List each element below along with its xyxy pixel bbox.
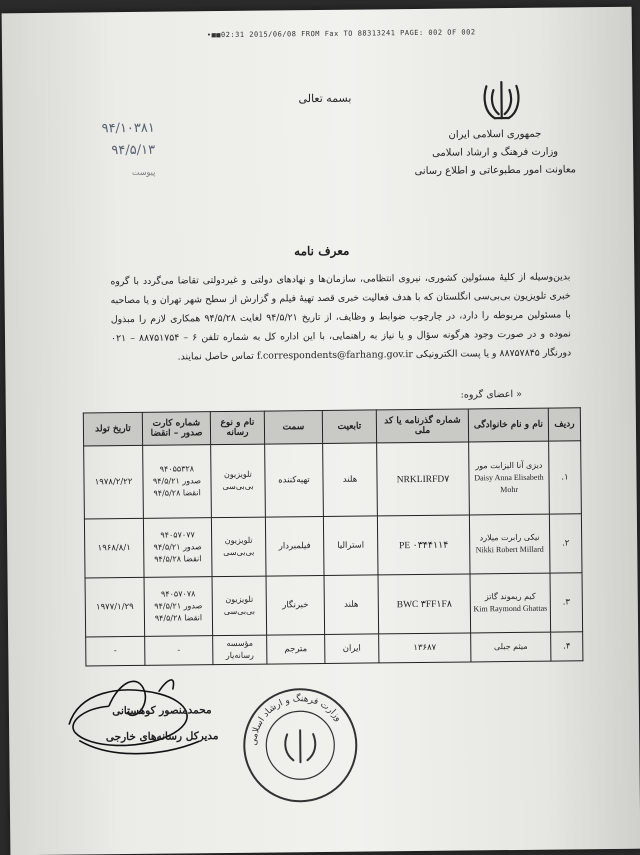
- row-index: ۱.: [549, 441, 582, 514]
- document-page: [2, 7, 640, 855]
- official-seal-stamp: [241, 686, 360, 805]
- passport-number: NRKLIRFD۷: [377, 442, 470, 516]
- table-row: [84, 514, 582, 578]
- card-issue: صدور ۹۴/۵/۲۱: [153, 542, 202, 552]
- card-number: -: [145, 636, 213, 666]
- signer-name: محمدمنصور کوهستانی: [112, 704, 212, 718]
- handwritten-date: ۹۴/۵/۱۳: [111, 142, 156, 159]
- handwritten-number: ۹۴/۱۰۳۸۱: [101, 120, 155, 137]
- member-name-fa: کیم ریموند گاتز: [484, 591, 536, 602]
- card-expiry: انقضا ۹۴/۵/۲۸: [154, 613, 203, 623]
- header-cell: شماره کارت صدور – انقضا: [142, 412, 210, 446]
- table-header-row: [83, 408, 580, 446]
- table-row: [85, 573, 583, 637]
- role: تهیه‌کننده: [265, 443, 324, 517]
- handwritten-reference: [65, 118, 156, 185]
- card-expiry: انقضا ۹۴/۵/۲۸: [154, 554, 202, 564]
- media: مؤسسه رسانه‌یار: [213, 635, 267, 665]
- signer-block: [97, 697, 228, 750]
- passport-number: ۱۳۶۸۷: [379, 633, 471, 663]
- svg-text:وزارت فرهنگ و ارشاد اسلامی: [249, 692, 344, 747]
- header-cell: سمت: [264, 410, 322, 444]
- nationality: ایران: [325, 634, 379, 664]
- member-name-en: Nikki Robert Millard: [475, 544, 544, 555]
- card-issue: صدور ۹۴/۵/۲۱: [154, 601, 203, 611]
- member-name: [469, 514, 550, 574]
- header-cell: نام و نام خانوادگی: [468, 408, 548, 442]
- member-name: [469, 441, 550, 515]
- member-name-fa: میثم جبلی: [493, 641, 528, 652]
- header-cell: ردیف: [548, 408, 580, 441]
- birth-date: ۱۹۷۷/۱/۲۹: [85, 577, 145, 637]
- handwritten-attachment-label: پیوست: [131, 167, 156, 177]
- role: فیلمبردار: [265, 516, 324, 576]
- birth-date: -: [86, 636, 145, 666]
- card-cell: [143, 518, 212, 578]
- row-index: ۲.: [549, 514, 582, 573]
- nationality: هلند: [324, 575, 379, 635]
- nationality: استرالیا: [323, 516, 378, 576]
- card-number: ۹۴۰۵۷۰۷۷: [160, 530, 195, 540]
- row-index: ۳.: [550, 573, 583, 632]
- iran-emblem-icon: [480, 78, 522, 124]
- header-cell: تابعیت: [322, 410, 376, 444]
- members-label: « اعضای گروه:: [460, 388, 522, 401]
- member-name-en: Daisy Anna Elisabeth Mohr: [474, 472, 544, 495]
- header-cell: نام و نوع رسانه: [210, 411, 264, 445]
- passport-number: BWC ۳FF۱F۸: [378, 574, 471, 634]
- ministry-line-2: وزارت فرهنگ و ارشاد اسلامی: [431, 146, 559, 159]
- header-cell: شماره گذرنامه یا کد ملی: [376, 409, 468, 443]
- members-table: [83, 407, 584, 666]
- card-expiry: انقضا ۹۴/۵/۲۸: [153, 488, 201, 498]
- row-index: ۴.: [551, 632, 583, 661]
- media: تلویزیون بی‌بی‌سی: [212, 576, 267, 636]
- table-row: [84, 441, 582, 519]
- ministry-letterhead: [395, 125, 596, 181]
- media: تلویزیون بی‌بی‌سی: [211, 444, 266, 518]
- member-name-en: Kim Raymond Ghattas: [473, 603, 548, 614]
- member-name-fa: نیکی رابرت میلارد: [479, 532, 540, 543]
- ministry-line-1: جمهوری اسلامی ایران: [448, 128, 542, 141]
- card-number: ۹۴۰۵۵۳۲۸: [159, 464, 195, 474]
- passport-number: PE ۰۳۴۴۱۱۴: [377, 515, 470, 575]
- basmala-heading: بسمه تعالی: [298, 91, 352, 106]
- ministry-line-3: معاونت امور مطبوعاتی و اطلاع رسانی: [414, 164, 577, 178]
- card-cell: [144, 577, 213, 637]
- signer-title: مدیرکل رسانه‌های خارجی: [105, 730, 219, 744]
- member-name-fa: دیزی آنا الیزابت مور: [475, 460, 543, 471]
- role: خبرنگار: [266, 575, 325, 635]
- document-title: معرف نامه: [294, 243, 350, 259]
- card-issue: صدور ۹۴/۵/۲۱: [152, 476, 202, 486]
- seal-text: وزارت فرهنگ و ارشاد اسلامی: [249, 694, 344, 746]
- birth-date: ۱۹۷۸/۲/۲۲: [84, 445, 144, 519]
- body-paragraph: بدین‌وسیله از کلیهٔ مسئولین کشوری، نیروی انتظامی، سازمان‌ها و نهادهای دولتی و غیردولتی تقاضا می‌گردد با گروه خبری تلویزیون بی‌بی‌سی انگلستان که با هدف فعالیت خبری قصد تهیهٔ فیلم و گزارش از سطح شهر تهران و یا مصاحبه با مسئولین مربوطه را دارد، در چارچوب ضوابط و وظایف، از تاریخ ۹۴/۵/۲۱ لغایت ۹۴/۵/۲۸ همکاری لازم را مبذول نموده و در صورت وجود هرگونه سؤال و یا نیاز به راهنمایی، با این اداره کل به شماره تلفن ۶ – ۸۸۷۵۱۷۵۴ – ۰۲۱ دورنگار ۸۸۷۵۷۸۴۵ و یا پست الکترونیکی f.correspondents@farhang.gov.ir تماس حاصل نمایند.: [110, 271, 572, 363]
- member-name: [471, 632, 551, 662]
- member-name: [470, 573, 551, 633]
- header-cell: تاریخ تولد: [83, 412, 142, 446]
- media: تلویزیون بی‌بی‌سی: [211, 517, 266, 577]
- role: مترجم: [267, 634, 325, 664]
- fax-header: •■■02:31 2015/06/08 FROM Fax TO 88313241 PAGE: 002 OF 002: [206, 28, 476, 40]
- birth-date: ۱۹۶۸/۸/۱: [84, 518, 144, 578]
- card-cell: [143, 445, 212, 519]
- card-number: ۹۴۰۵۷۰۷۸: [160, 589, 196, 599]
- nationality: هلند: [323, 443, 378, 517]
